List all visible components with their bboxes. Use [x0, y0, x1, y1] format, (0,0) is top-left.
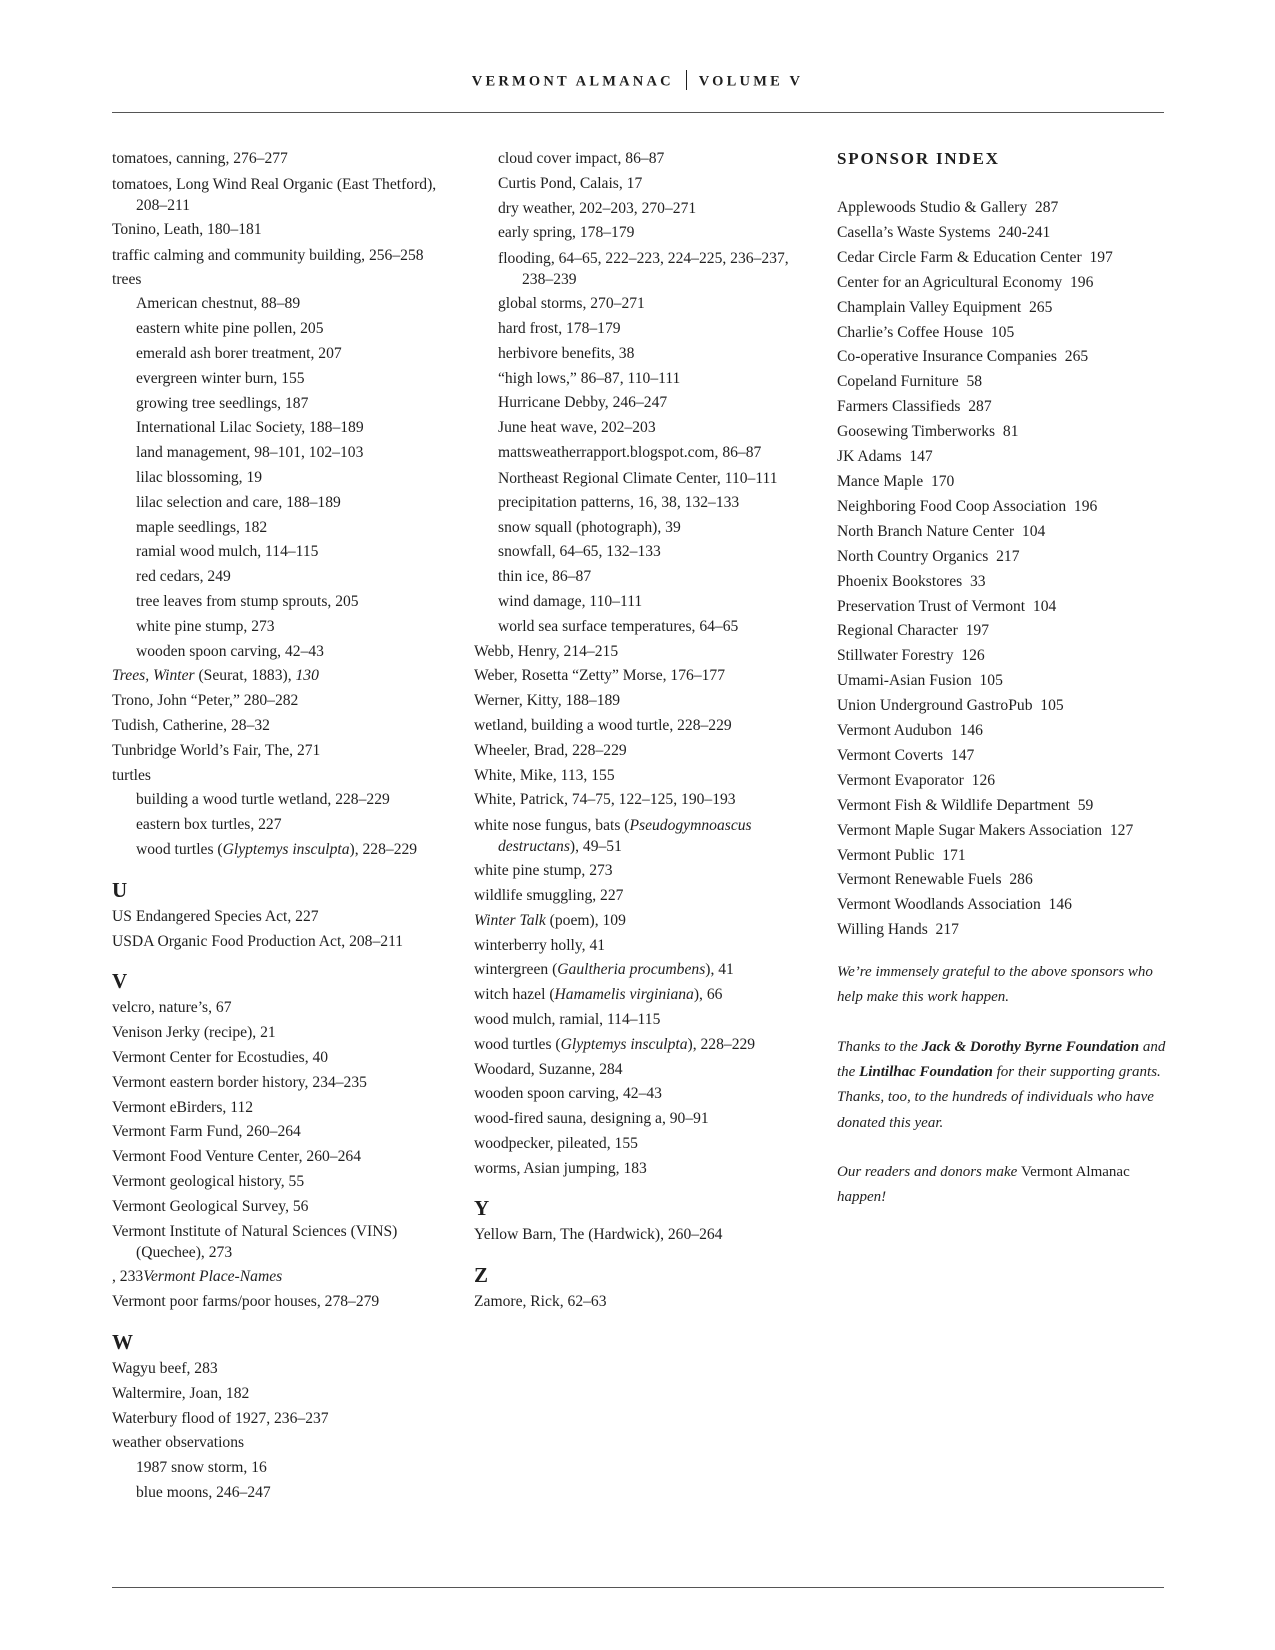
italic-title: Winter Talk — [474, 911, 546, 929]
index-entry — [474, 1008, 804, 1033]
index-subentry — [112, 565, 457, 590]
entry-text: Vermont Geological Survey, 56 — [112, 1197, 309, 1215]
index-subentry — [474, 565, 804, 590]
index-subentry — [474, 317, 804, 342]
index-entry — [112, 1195, 457, 1220]
sponsor-entry: Goosewing Timberworks 81 — [837, 423, 1019, 441]
sponsor-entry: Umami-Asian Fusion 105 — [837, 672, 1003, 690]
entry-text: Weber, Rosetta “Zetty” Morse, 176–177 — [474, 667, 726, 685]
index-entry — [474, 714, 804, 739]
index-entry — [474, 909, 804, 934]
entry-text: white nose fungus, bats ( — [474, 817, 630, 835]
entry-text: Wagyu beef, 283 — [112, 1360, 218, 1378]
entry-text: growing tree seedlings, 187 — [136, 394, 309, 412]
index-subentry — [474, 590, 804, 615]
index-column-1 — [112, 147, 457, 1506]
sponsor-entry: Vermont Woodlands Association 146 — [837, 896, 1072, 914]
entry-text: ), 41 — [705, 961, 734, 979]
entry-text: world sea surface temperatures, 64–65 — [498, 617, 739, 635]
sponsor-entry: North Branch Nature Center 104 — [837, 522, 1046, 540]
entry-text: USDA Organic Food Production Act, 208–211 — [112, 932, 404, 950]
italic-title: 130 — [295, 667, 319, 685]
index-entry — [474, 1132, 804, 1157]
index-entry — [112, 1265, 457, 1290]
entry-text: flooding, 64–65, 222–223, 224–225, 236–237, 238–239 — [498, 250, 789, 289]
entry-text: dry weather, 202–203, 270–271 — [498, 199, 697, 217]
entry-text: Vermont poor farms/poor houses, 278–279 — [112, 1293, 380, 1311]
index-entry — [112, 1221, 457, 1263]
entry-text: Vermont Food Venture Center, 260–264 — [112, 1148, 361, 1166]
index-entry — [112, 218, 457, 243]
index-entry — [474, 788, 804, 813]
index-subentry — [474, 391, 804, 416]
entry-text: tomatoes, canning, 276–277 — [112, 150, 288, 167]
note-text: happen! — [837, 1189, 887, 1206]
bottom-rule — [112, 1587, 1164, 1588]
entry-text: eastern box turtles, 227 — [136, 816, 282, 834]
index-subentry — [474, 615, 804, 640]
index-entry — [474, 1290, 804, 1315]
index-subentry — [112, 441, 457, 466]
header-volume: VOLUME V — [698, 73, 804, 90]
index-entry — [474, 815, 804, 857]
index-subentry — [112, 317, 457, 342]
index-entry — [112, 1170, 457, 1195]
index-subentry — [112, 615, 457, 640]
index-subentry — [112, 416, 457, 441]
index-subentry — [474, 540, 804, 565]
entry-text: ramial wood mulch, 114–115 — [136, 543, 319, 561]
index-entry — [112, 1120, 457, 1145]
entry-text: thin ice, 86–87 — [498, 568, 592, 586]
entry-text: (poem), 109 — [545, 911, 626, 929]
index-letter-heading: V — [112, 969, 128, 994]
sponsor-entry: Champlain Valley Equipment 265 — [837, 298, 1053, 316]
italic-title: Gaultheria procumbens — [557, 961, 706, 979]
entry-text: turtles — [112, 766, 151, 784]
index-entry — [112, 1357, 457, 1382]
foundation-name: Jack & Dorothy Byrne Foundation — [921, 1038, 1140, 1055]
index-letter-heading: Y — [474, 1196, 490, 1221]
index-letter-heading: U — [112, 877, 128, 902]
index-letter-heading: W — [112, 1330, 133, 1355]
index-subentry — [112, 367, 457, 392]
entry-text: early spring, 178–179 — [498, 224, 635, 242]
index-entry — [112, 268, 457, 293]
entry-text: Zamore, Rick, 62–63 — [474, 1293, 607, 1311]
note-text: Thanks to the — [837, 1038, 922, 1055]
sponsor-entry: Vermont Fish & Wildlife Department 59 — [837, 796, 1094, 814]
index-entry — [474, 1223, 804, 1248]
index-subentry — [112, 516, 457, 541]
index-entry — [474, 1157, 804, 1182]
entry-text: , 233 — [112, 1268, 144, 1286]
entry-text: precipitation patterns, 16, 38, 132–133 — [498, 493, 740, 511]
italic-title: Glyptemys insculpta — [560, 1035, 688, 1053]
header-title: VERMONT ALMANAC — [471, 73, 674, 90]
index-subentry — [112, 788, 457, 813]
index-entry — [474, 1082, 804, 1107]
index-subentry — [474, 248, 804, 290]
index-entry — [474, 1058, 804, 1083]
italic-title: Hamamelis virginiana — [554, 986, 694, 1004]
index-entry — [112, 245, 457, 266]
index-subentry — [474, 197, 804, 222]
sponsor-entry: Mance Maple 170 — [837, 472, 955, 490]
entry-text: Webb, Henry, 214–215 — [474, 642, 619, 660]
running-header — [0, 72, 1275, 96]
entry-text: traffic calming and community building, 256–258 — [112, 246, 424, 264]
entry-text: wooden spoon carving, 42–43 — [136, 642, 324, 660]
sponsor-entry: North Country Organics 217 — [837, 547, 1020, 565]
entry-text: Hurricane Debby, 246–247 — [498, 394, 668, 412]
entry-text: White, Patrick, 74–75, 122–125, 190–193 — [474, 791, 736, 809]
entry-text: tomatoes, Long Wind Real Organic (East Thetford), 208–211 — [112, 175, 437, 214]
sponsor-entry: Vermont Audubon 146 — [837, 722, 983, 740]
entry-text: lilac selection and care, 188–189 — [136, 493, 341, 511]
index-subentry — [474, 491, 804, 516]
entry-text: building a wood turtle wetland, 228–229 — [136, 791, 390, 809]
header-divider — [686, 70, 687, 90]
sponsor-entry: Vermont Evaporator 126 — [837, 771, 996, 789]
index-entry — [112, 664, 457, 689]
note-readers — [837, 1160, 1167, 1211]
note-text: Our readers and donors make — [837, 1163, 1022, 1180]
entry-text: mattsweatherrapport.blogspot.com, 86–87 — [498, 443, 762, 461]
sponsor-entry: Charlie’s Coffee House 105 — [837, 323, 1015, 341]
index-subentry — [112, 590, 457, 615]
sponsor-entry: Union Underground GastroPub 105 — [837, 697, 1064, 715]
sponsor-entry: Neighboring Food Coop Association 196 — [837, 497, 1098, 515]
index-letter-heading: Z — [474, 1263, 489, 1288]
entry-text: Northeast Regional Climate Center, 110–111 — [498, 469, 778, 487]
index-entry — [474, 934, 804, 959]
entry-text: Waltermire, Joan, 182 — [112, 1384, 250, 1402]
entry-text: maple seedlings, 182 — [136, 518, 268, 536]
note-gratitude: We’re immensely grateful to the above sponsors who help make this work happen. — [837, 964, 1153, 1006]
index-subentry — [112, 1456, 457, 1481]
index-subentry — [112, 342, 457, 367]
entry-text: woodpecker, pileated, 155 — [474, 1134, 638, 1152]
entry-text: winterberry holly, 41 — [474, 936, 606, 954]
entry-text: global storms, 270–271 — [498, 295, 645, 313]
index-subentry — [474, 468, 804, 489]
entry-text: White, Mike, 113, 155 — [474, 766, 615, 784]
sponsor-entry: Phoenix Bookstores 33 — [837, 572, 986, 590]
index-subentry — [474, 441, 804, 466]
index-entry — [112, 689, 457, 714]
entry-text: Tunbridge World’s Fair, The, 271 — [112, 741, 321, 759]
sponsor-entry: Preservation Trust of Vermont 104 — [837, 597, 1057, 615]
entry-text: Vermont Farm Fund, 260–264 — [112, 1123, 301, 1141]
index-entry — [112, 1431, 457, 1456]
index-subentry — [112, 540, 457, 565]
index-entry — [112, 1145, 457, 1170]
sponsor-entry: Cedar Circle Farm & Education Center 197 — [837, 248, 1113, 266]
entry-text: white pine stump, 273 — [474, 862, 613, 880]
index-subentry — [112, 292, 457, 317]
entry-text: Tonino, Leath, 180–181 — [112, 220, 262, 238]
index-subentry — [112, 1481, 457, 1506]
entry-text: wildlife smuggling, 227 — [474, 886, 624, 904]
index-entry — [474, 764, 804, 789]
publication-title: Vermont Almanac — [1021, 1163, 1130, 1180]
index-entry — [112, 1046, 457, 1071]
sponsor-entry: Casella’s Waste Systems 240-241 — [837, 223, 1051, 241]
index-subentry — [474, 292, 804, 317]
index-entry — [112, 1290, 457, 1315]
sponsor-entry: Vermont Maple Sugar Makers Association 127 — [837, 821, 1134, 839]
entry-text: snowfall, 64–65, 132–133 — [498, 543, 661, 561]
entry-text: trees — [112, 270, 142, 288]
entry-text: wood mulch, ramial, 114–115 — [474, 1010, 661, 1028]
index-column-2 — [474, 147, 804, 1315]
sponsor-entry: Vermont Coverts 147 — [837, 746, 975, 764]
entry-text: white pine stump, 273 — [136, 617, 275, 635]
sponsor-entry: Stillwater Forestry 126 — [837, 647, 985, 665]
index-subentry — [112, 392, 457, 417]
top-rule — [112, 112, 1164, 113]
entry-text: land management, 98–101, 102–103 — [136, 444, 364, 462]
index-entry — [112, 1407, 457, 1432]
index-subentry — [474, 367, 804, 392]
sponsor-entry: JK Adams 147 — [837, 448, 933, 466]
entry-text: tree leaves from stump sprouts, 205 — [136, 592, 359, 610]
entry-text: herbivore benefits, 38 — [498, 344, 635, 362]
index-subentry — [474, 342, 804, 367]
index-subentry — [474, 147, 804, 172]
index-subentry — [112, 838, 457, 863]
index-entry — [112, 764, 457, 789]
entry-text: lilac blossoming, 19 — [136, 468, 263, 486]
index-subentry — [112, 491, 457, 516]
index-entry — [112, 996, 457, 1021]
entry-text: 1987 snow storm, 16 — [136, 1459, 267, 1477]
index-entry — [474, 689, 804, 714]
index-entry — [474, 1033, 804, 1058]
entry-text: wind damage, 110–111 — [498, 592, 643, 610]
entry-text: worms, Asian jumping, 183 — [474, 1159, 647, 1177]
entry-text: Woodard, Suzanne, 284 — [474, 1060, 623, 1078]
sponsor-entry: Vermont Public 171 — [837, 846, 966, 864]
entry-text: “high lows,” 86–87, 110–111 — [498, 369, 681, 387]
italic-title: Pseudogymnoascus destructans — [498, 817, 752, 856]
index-entry — [474, 859, 804, 884]
entry-text: eastern white pine pollen, 205 — [136, 320, 324, 338]
entry-text: ), 49–51 — [569, 838, 622, 856]
sponsor-list — [837, 196, 1167, 943]
sponsor-entry: Farmers Classifieds 287 — [837, 398, 992, 416]
sponsor-entry: Willing Hands 217 — [837, 921, 959, 939]
entry-text: American chestnut, 88–89 — [136, 295, 301, 313]
index-entry — [474, 958, 804, 983]
index-entry — [112, 905, 457, 930]
index-entry — [112, 714, 457, 739]
entry-text: Vermont eastern border history, 234–235 — [112, 1073, 367, 1091]
index-entry — [112, 1071, 457, 1096]
entry-text: wooden spoon carving, 42–43 — [474, 1085, 662, 1103]
entry-text: ), 66 — [693, 986, 723, 1004]
index-entry — [474, 664, 804, 689]
index-entry — [112, 739, 457, 764]
index-entry — [474, 884, 804, 909]
entry-text: Yellow Barn, The (Hardwick), 260–264 — [474, 1226, 723, 1244]
index-subentry — [474, 416, 804, 441]
sponsor-entry: Copeland Furniture 58 — [837, 373, 983, 391]
index-entry — [112, 147, 457, 172]
foundation-name: Lintilhac Foundation — [859, 1064, 993, 1081]
index-subentry — [474, 516, 804, 541]
index-entry — [112, 930, 457, 955]
index-subentry — [112, 466, 457, 491]
entry-text: weather observations — [112, 1434, 245, 1452]
index-subentry — [112, 813, 457, 838]
entry-text: International Lilac Society, 188–189 — [136, 419, 364, 437]
entry-text: wood turtles ( — [136, 840, 223, 858]
entry-text: ), 228–229 — [349, 840, 418, 858]
entry-text: evergreen winter burn, 155 — [136, 369, 305, 387]
entry-text: Tudish, Catherine, 28–32 — [112, 716, 270, 734]
entry-text: cloud cover impact, 86–87 — [498, 150, 665, 167]
index-entry — [474, 739, 804, 764]
entry-text: Vermont Center for Ecostudies, 40 — [112, 1048, 329, 1066]
entry-text: Curtis Pond, Calais, 17 — [498, 174, 643, 192]
italic-title: Vermont Place-Names — [143, 1268, 283, 1286]
note-foundations — [837, 1035, 1167, 1136]
entry-text: Venison Jerky (recipe), 21 — [112, 1024, 276, 1042]
entry-text: Vermont Institute of Natural Sciences (VINS) (Quechee), 273 — [112, 1223, 398, 1262]
italic-title: Glyptemys insculpta — [222, 840, 350, 858]
index-entry — [474, 640, 804, 665]
sponsor-entry: Center for an Agricultural Economy 196 — [837, 273, 1094, 291]
sponsor-entry: Co-operative Insurance Companies 265 — [837, 348, 1089, 366]
index-entry — [112, 1382, 457, 1407]
entry-text: Trono, John “Peter,” 280–282 — [112, 692, 299, 710]
entry-text: Vermont geological history, 55 — [112, 1172, 305, 1190]
entry-text: blue moons, 246–247 — [136, 1484, 271, 1502]
sponsor-index-column — [837, 147, 1167, 1235]
sponsor-entry: Regional Character 197 — [837, 622, 989, 640]
entry-text: wintergreen ( — [474, 961, 558, 979]
entry-text: emerald ash borer treatment, 207 — [136, 344, 342, 362]
entry-text: wood-fired sauna, designing a, 90–91 — [474, 1110, 709, 1128]
entry-text: wetland, building a wood turtle, 228–229 — [474, 716, 732, 734]
sponsor-entry: Applewoods Studio & Gallery 287 — [837, 199, 1059, 216]
entry-text: hard frost, 178–179 — [498, 319, 621, 337]
index-entry — [474, 983, 804, 1008]
index-entry — [112, 1096, 457, 1121]
entry-text: US Endangered Species Act, 227 — [112, 907, 319, 925]
entry-text: June heat wave, 202–203 — [498, 419, 656, 437]
entry-text: snow squall (photograph), 39 — [498, 518, 681, 536]
entry-text: Waterbury flood of 1927, 236–237 — [112, 1409, 329, 1427]
index-subentry — [474, 221, 804, 246]
entry-text: Wheeler, Brad, 228–229 — [474, 741, 627, 759]
note-text: for their supporting grants. Thanks, too, to the hundreds of individuals who have donated this year. — [837, 1064, 1161, 1131]
entry-text: witch hazel ( — [474, 986, 555, 1004]
entry-text: Werner, Kitty, 188–189 — [474, 692, 621, 710]
entry-text: Vermont eBirders, 112 — [112, 1098, 254, 1116]
index-entry — [112, 174, 457, 216]
sponsor-index-title: SPONSOR INDEX — [837, 149, 1000, 168]
entry-text: wood turtles ( — [474, 1035, 561, 1053]
entry-text: (Seurat, 1883), — [194, 667, 296, 685]
entry-text: velcro, nature’s, 67 — [112, 999, 232, 1017]
entry-text: red cedars, 249 — [136, 568, 231, 586]
entry-text: ), 228–229 — [687, 1035, 756, 1053]
index-entry — [112, 1021, 457, 1046]
index-entry — [474, 1107, 804, 1132]
sponsor-entry: Vermont Renewable Fuels 286 — [837, 871, 1033, 889]
italic-title: Trees, Winter — [112, 667, 195, 685]
index-subentry — [474, 172, 804, 197]
note-text: and the — [837, 1038, 1166, 1081]
index-subentry — [112, 640, 457, 665]
sponsor-note — [837, 960, 1167, 1210]
